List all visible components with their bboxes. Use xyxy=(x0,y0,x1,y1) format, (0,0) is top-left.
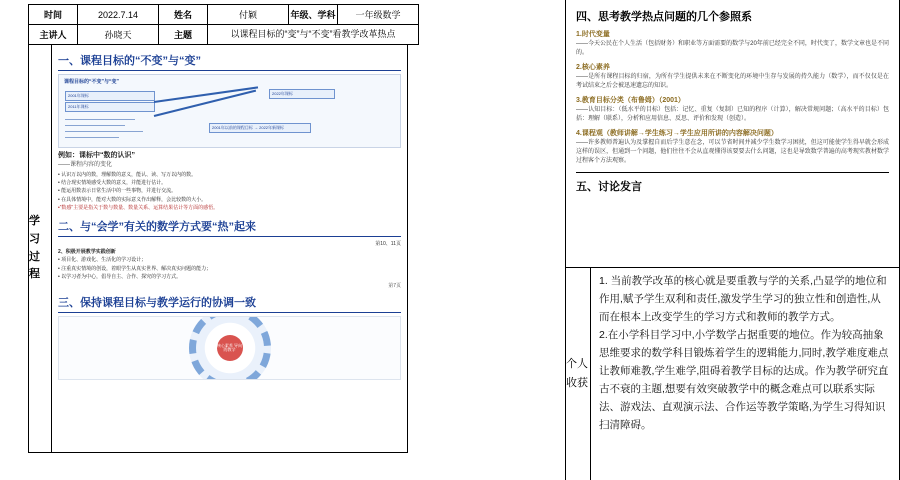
meta-value-grade-subject: 一年级数学 xyxy=(338,5,419,25)
right-handwriting-area xyxy=(591,268,899,480)
paragraph-1: 1. 当前教学改革的核心就是要重教与学的关系,凸显学的地位和作用,赋予学生双利和责任,激发学生学习的独立性和创造性,从而在根本上改变学生的学习方式和教师的教学方式。 xyxy=(599,275,887,324)
meta-label-name: 姓名 xyxy=(159,5,208,25)
list-item: • 结合现实情境感受大数的意义，并能进行估计。 xyxy=(58,180,167,187)
meta-table xyxy=(28,4,419,45)
right-block-title-2: 2.核心素养 xyxy=(576,64,610,71)
meta-label-grade-subject: 年级、学科 xyxy=(289,5,338,25)
list-item: •“数感”主要是指关于数与数量、数量关系、运算结果估计等方面的感悟。 xyxy=(58,204,219,211)
left-content xyxy=(52,45,407,452)
donut-center-label: 核心素养 导向的教学 xyxy=(217,335,243,361)
right-top-section xyxy=(566,0,899,268)
section-sub-2: ——课程内容的变化 xyxy=(58,162,113,169)
right-block-title-3: 3.教育目标分类（布鲁姆）（2001） xyxy=(576,97,685,104)
left-side-label: 学习过程 xyxy=(29,45,52,452)
section-item-heading: 2、积极开展教学实践创新 xyxy=(58,249,116,256)
right-side-label: 个人收获 xyxy=(566,268,591,480)
bullet-list-2 xyxy=(58,257,401,281)
table-row xyxy=(29,25,419,45)
meta-label-speaker: 主讲人 xyxy=(29,25,78,45)
section-heading-2: 例如：课标中“数的认识” xyxy=(58,152,135,159)
right-inner xyxy=(565,0,900,480)
list-item: • 以学习者为中心，倡导自主、合作、探究的学习方式。 xyxy=(58,273,182,280)
slide-chip-4: 2001年以前的课程目标 → 2022年新课标 xyxy=(209,123,311,133)
left-body xyxy=(28,45,408,453)
meta-label-topic: 主题 xyxy=(159,25,208,45)
right-block-text-3: ——认知目标：（低水平的目标）包括：记忆、重复（复制）已知的程序（计算），解决常规问题；（高水平的目标）包括：理解（联系），分析和应用信息、反思、评价和发现（创造）。 xyxy=(576,107,889,122)
right-bottom-section xyxy=(566,268,899,480)
meta-value-topic: 以课程目标的“变”与“不变”看教学改革热点 xyxy=(208,25,419,45)
slide-image-2 xyxy=(58,316,401,380)
page-mark-2: 第7页 xyxy=(388,283,401,290)
list-item: • 注重真实情境的创设，着眼学生从真实世界、解决真实问题的能力； xyxy=(58,265,212,272)
section-heading-1: 一、课程目标的“不变”与“变” xyxy=(58,52,401,71)
right-block-text-4: ——许多教师普遍认为及掌握自而后学生意在念，可以节省时间并减少学生数学习困扰，但这可能使学生得早就会形成这样的误区，但通到一个问题，他们往往不会从直观懂得该要要去什么问题，这也是导致数学普遍的高考现实教材数学过程客个方法观察。 xyxy=(576,140,889,164)
slide-chip-2: 2011年课标 xyxy=(65,102,155,112)
section-heading-4: 三、保持课程目标与教学运行的协调一致 xyxy=(58,294,401,313)
meta-value-name: 付颖 xyxy=(208,5,289,25)
section-heading-3: 二、与“会学”有关的数学方式要“热”起来 xyxy=(58,218,401,237)
meta-value-time: 2022.7.14 xyxy=(78,5,159,25)
right-block-text-2: ——是所有课程目标的归宿，为所有学生提供未来在不断变化的环境中生存与发展的持久能力（数学），而不仅仅是在考试结束之后会被迅速遗忘的知识。 xyxy=(576,74,889,89)
right-block-title-1: 1.时代变量 xyxy=(576,31,610,38)
right-block-title-4: 4.课程观（教师讲解→学生练习→学生应用所讲的内容解决问题） xyxy=(576,130,778,137)
page-gutter xyxy=(420,0,515,480)
slide-title-1: 课程目标的“不变”与“变” xyxy=(64,79,120,85)
slide-chip-1: 2001年课标 xyxy=(65,91,155,101)
right-heading-5: 五、讨论发言 xyxy=(576,172,889,194)
slide-chip-3: 2022年课标 xyxy=(269,89,335,99)
bullet-list-1 xyxy=(58,172,401,212)
left-page xyxy=(0,0,420,480)
paragraph-2: 2.在小学科目学习中,小学数学占据重要的地位。作为较高抽象思维要求的数学科目锻炼着学生的逻辑能力,同时,教学难度难点让教师难教,学生难学,阻碍着教学目标的达成。作为教学研究直古不衰的主题,想要有效突破教学中的概念难点可以联系实际法、游戏法、直观演示法、合作运等教学策略,为学生习得知识扫清障碍。 xyxy=(599,329,889,432)
right-page xyxy=(515,0,900,480)
right-heading-4: 四、思考教学热点问题的几个参照系 xyxy=(576,11,752,23)
meta-label-time: 时间 xyxy=(29,5,78,25)
list-item: • 在具体情境中，能对大数的实际意义作出解释，会比较数的大小。 xyxy=(58,196,207,203)
meta-value-speaker: 孙晓天 xyxy=(78,25,159,45)
page-mark-1: 第10、11页 xyxy=(375,241,401,248)
slide-image-1 xyxy=(58,74,401,148)
right-block-text-1: ——今天公民在个人生活（包括财务）和职业等方面需要的数学与20年前已经完全不同，时代变了，数学文章也是不同的。 xyxy=(576,41,889,56)
table-row xyxy=(29,5,419,25)
list-item: • 能运用数表示日常生活中的一些事物，并进行交流。 xyxy=(58,188,177,195)
list-item: • 项目化、游戏化、生活化的学习设计； xyxy=(58,257,147,264)
list-item: • 认识万以内的数，理解数的意义，能认、读、写万以内的数。 xyxy=(58,171,197,178)
